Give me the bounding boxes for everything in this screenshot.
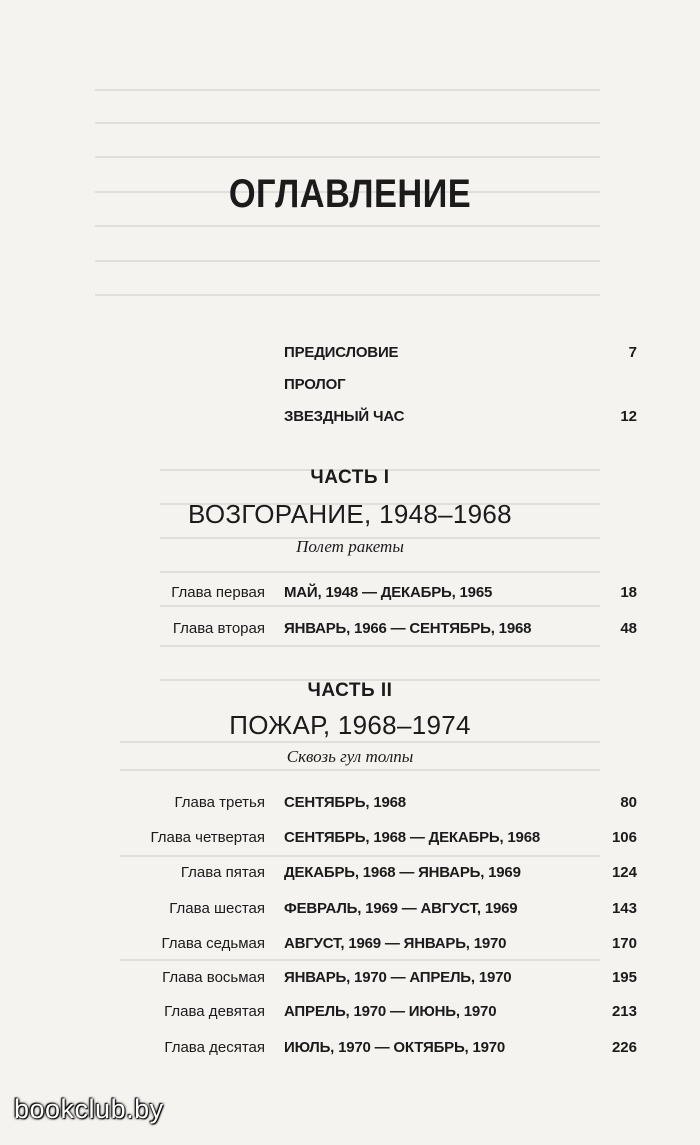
page-title: ОГЛАВЛЕНИЕ [228,172,472,216]
toc-entry-preface[interactable] [0,341,700,365]
part-subtitle: Полет ракеты [296,537,404,556]
chapter-label: Глава десятая [164,1039,265,1056]
part-title: ВОЗГОРАНИЕ, 1948–1968 [188,499,512,529]
chapter-label: Глава третья [174,794,265,811]
chapter-label: Глава пятая [180,864,265,881]
chapter-label: Глава вторая [172,620,265,637]
entry-title: ПРОЛОГ [284,376,346,393]
chapter-dates: ЯНВАРЬ, 1966 — СЕНТЯБРЬ, 1968 [284,620,532,637]
part-label: ЧАСТЬ I [310,467,390,488]
toc-chapter-row[interactable] [0,861,700,885]
page-number: 7 [628,344,637,361]
chapter-dates: ЯНВАРЬ, 1970 — АПРЕЛЬ, 1970 [284,969,512,986]
chapter-dates: ИЮЛЬ, 1970 — ОКТЯБРЬ, 1970 [284,1039,506,1056]
chapter-dates: СЕНТЯБРЬ, 1968 — ДЕКАБРЬ, 1968 [284,829,540,846]
toc-chapter-row[interactable] [0,897,700,921]
toc-entry-star-hour[interactable] [0,405,700,429]
part-title: ПОЖАР, 1968–1974 [229,710,471,740]
chapter-label: Глава девятая [164,1003,265,1020]
toc-chapter-row[interactable] [0,1036,700,1060]
toc-chapter-row[interactable] [0,581,700,605]
page-number: 12 [620,408,637,425]
page-number: 195 [611,969,637,986]
page-number: 170 [611,935,637,952]
toc-chapter-row[interactable] [0,932,700,956]
chapter-label: Глава шестая [169,900,265,917]
chapter-dates: МАЙ, 1948 — ДЕКАБРЬ, 1965 [284,584,493,601]
page-number: 124 [611,864,637,881]
entry-title: ПРЕДИСЛОВИЕ [284,344,399,361]
toc-chapter-row[interactable] [0,791,700,815]
chapter-label: Глава четвертая [150,829,265,846]
chapter-dates: ФЕВРАЛЬ, 1969 — АВГУСТ, 1969 [284,900,518,917]
chapter-dates: ДЕКАБРЬ, 1968 — ЯНВАРЬ, 1969 [284,864,521,881]
part-label: ЧАСТЬ II [307,680,393,701]
page-number: 48 [620,620,637,637]
toc-chapter-row[interactable] [0,826,700,850]
toc-chapter-row[interactable] [0,1000,700,1024]
watermark: bookclub.by [14,1094,164,1124]
toc-entry-prologue[interactable] [0,373,700,397]
chapter-label: Глава восьмая [162,969,265,986]
chapter-label: Глава седьмая [161,935,265,952]
chapter-dates: АВГУСТ, 1969 — ЯНВАРЬ, 1970 [284,935,507,952]
page-number: 226 [611,1039,637,1056]
toc-chapter-row[interactable] [0,617,700,641]
page-number: 106 [611,829,637,846]
part-subtitle: Сквозь гул толпы [286,747,414,766]
chapter-label: Глава первая [171,584,265,601]
page-number: 80 [620,794,637,811]
chapter-dates: АПРЕЛЬ, 1970 — ИЮНЬ, 1970 [284,1003,497,1020]
page-number: 143 [611,900,637,917]
toc-chapter-row[interactable] [0,966,700,990]
page-number: 213 [611,1003,637,1020]
page-number: 18 [620,584,637,601]
entry-title: ЗВЕЗДНЫЙ ЧАС [284,408,405,425]
chapter-dates: СЕНТЯБРЬ, 1968 [284,794,406,811]
